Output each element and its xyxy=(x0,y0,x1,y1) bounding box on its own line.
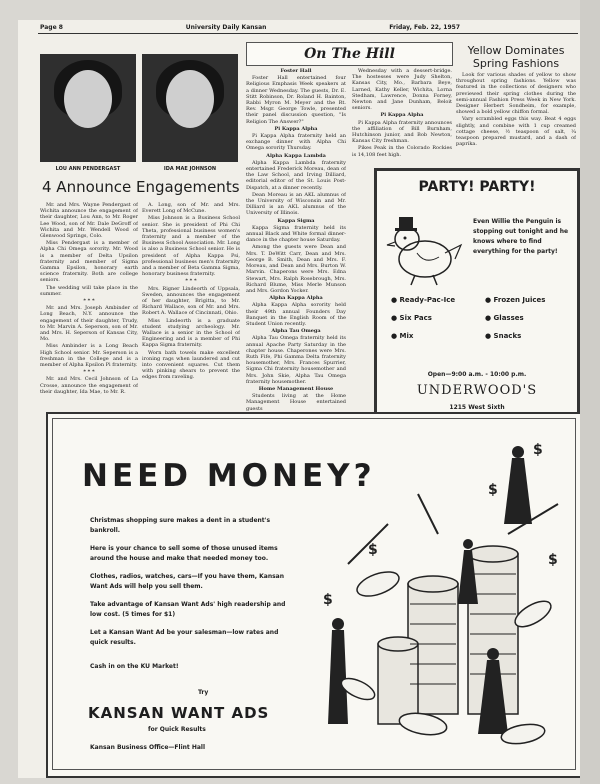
article-paragraph: Alpha Kappa Lambda fraternity entertained Frederick Moreau, dean of the Law School, and Irving Dilliard, editorial editor of the St. Louis Post-Dispatch, at a dinner recently. xyxy=(246,159,346,191)
newspaper-page xyxy=(18,20,580,778)
svg-text:$: $ xyxy=(533,442,543,458)
ad-line: Here is your chance to sell some of those unused items around the house and make that needed money too. xyxy=(90,545,278,562)
article-paragraph: Among the guests were Dean and Mrs. T. DeWitt Carr, Dean and Mrs. George B. Smith, Dean and Mrs. F. Moreau, and Dean and Mrs. Burton W. Marvin. Chaperons were Mrs. Edna Stewart, Mrs. Ralph Rosebrough, Mrs. Richard Blume, Miss Merle Munson and Mrs. Gordon Yocker. xyxy=(246,244,346,294)
item-six-pacs: ● Six Pacs xyxy=(391,314,432,322)
party-advertisement xyxy=(374,168,580,429)
store-address: 1215 West Sixth xyxy=(449,404,505,411)
article-paragraph: Miss Johnson is a Business School senior. She is president of Phi Chi Theta, professional business women's fraternity and a member of the Business School Association. Mr. Long is also a Business School senior. He is president of Alpha Kappa Psi, professional business men's fraternity and a member of Beta Gamma Sigma, honorary business fraternity. xyxy=(142,215,240,278)
item-mix: ● Mix xyxy=(391,332,414,340)
ad-line: Christmas shopping sure makes a dent in a student's bankroll. xyxy=(90,517,271,534)
headline-line-1: Yellow Dominates xyxy=(467,44,565,57)
svg-text:$: $ xyxy=(368,542,378,558)
article-paragraph: Miss Lindeorth is a graduate student studying archeology. Mr. Wallace is a senior in the School of Engineering and is a member of Phi Kappa Sigma fraternity. xyxy=(142,317,240,349)
article-paragraph: Vary scrambled eggs this way. Beat 4 eggs slightly, and combine with 1 cup creamed cottage cheese, ½ teaspoon of salt, ¼ teaspoon prepared mustard, and a dash of paprika. xyxy=(456,116,576,148)
article-paragraph: Mr. and Mrs. Cecil Johnson of La Crosse, announce the engagement of their daughter, Ida Mae, to Mr. R. xyxy=(40,376,138,395)
article-paragraph: Worn bath towels make excellent ironing rags when laundered and cut into convenient squares. Cut them with pinking shears to prevent the edges from raveling. xyxy=(142,349,240,381)
item-ready-pac-ice: ● Ready-Pac-Ice xyxy=(391,296,456,304)
article-paragraph: Pi Kappa Alpha fraternity held an exchange dinner with Alpha Chi Omega sorority Thursday. xyxy=(246,133,346,152)
store-name: UNDERWOOD'S xyxy=(416,383,538,398)
kansan-want-ads-brand: KANSAN WANT ADS xyxy=(88,704,270,722)
article-paragraph: Mrs. Rigner Lindeorth of Uppsala, Sweden, announces the engagement of her daughter, Brigitta, to Mr. Richard Wallace, son of Mr. and Mrs. Robert A. Wallace of Cincinnati, Ohio. xyxy=(142,285,240,317)
article-paragraph: Miss Pendergast is a member of Alpha Chi Omega sorority. Mr. Wood is a member of Delta Upsilon fraternity and member of Sigma Gamma Epsilon, honorary earth science fraternity. Both are college seniors. xyxy=(40,240,138,284)
article-paragraph: Pi Kappa Alpha fraternity announces the affiliation of Bill Burnham, Hutchinson junior, and Bob Newton, Kansas City freshman. xyxy=(352,119,452,145)
article-paragraph: Mr. and Mrs. Joseph Ambinder of Long Beach, N.Y. announce the engagement of their daughter, Trudy, to Mr. Marvin A. Seperson, son of Mr. and Mrs. H. Seperson of Kansas City, Mo. xyxy=(40,305,138,343)
section-subhead: Kappa Sigma xyxy=(277,217,315,224)
page-edge xyxy=(580,0,600,784)
need-money-headline: NEED MONEY? xyxy=(82,458,376,494)
article-paragraph: Dean Moreau is an AKL alumnus of the University of Wisconsin and Mr. Dilliard is an AKL alumnus of the University of Illinois. xyxy=(246,191,346,217)
item-snacks: ● Snacks xyxy=(485,332,522,340)
store-hours: Open—9:00 a.m. - 10:00 p.m. xyxy=(427,371,527,378)
separator: * * * xyxy=(83,369,95,376)
svg-text:$: $ xyxy=(548,552,558,568)
article-paragraph: Foster Hall entertained four Religious Emphasis Week speakers at a dinner Wednesday. The guests, Dr. E. Stitt Robinson, Dr. Roland H. Bainton, Rabbi Myron M. Meyer and the Rt. Rev. Msgr. George Towle, presented their panel discussion question, "Is Religion The Answer?" xyxy=(246,75,346,125)
on-the-hill-column-2 xyxy=(352,68,452,164)
coins-and-people-illustration xyxy=(318,434,568,759)
on-the-hill-title: On The Hill xyxy=(246,42,453,66)
article-paragraph: Look for various shades of yellow to show throughout spring fashions. Yellow was featured in the collections of designers who previewed their spring clothes during the semi-annual Fashion Press Week in New York. Designer Herbert Sondheim, for example, showed a bold yellow chiffon formal. xyxy=(456,72,576,116)
section-subhead: Home Management House xyxy=(258,385,334,392)
item-glasses: ● Glasses xyxy=(485,314,524,322)
penguin-illustration xyxy=(385,209,469,289)
article-paragraph: The wedding will take place in the summer. xyxy=(40,284,138,297)
article-paragraph: Wednesday with a dessert-bridge. The hostesses were Judy Shelton, Kansas City, Mo., Barbara Beye, Larned, Kathy Keller, Wichita, Lorna Stedham, Lawrence, Donna Forney, Newton and Jane Dunham, Beloit seniors. xyxy=(352,68,452,112)
on-the-hill-column-1 xyxy=(246,68,346,412)
photo-pendergast xyxy=(40,54,136,162)
article-paragraph: Alpha Tau Omega fraternity held its annual Apache Party Saturday in the chapter house. Chaperones were Mrs. Ruth Fife, Phi Gamma Delta fraternity housemother, Mrs. Frances Spurrier, Sigma Chi fraternity housemother and Mrs. John Skie, Alpha Tau Omega fraternity housemother. xyxy=(246,335,346,385)
svg-text:$: $ xyxy=(323,592,333,608)
ad-line: Clothes, radios, watches, cars—If you have them, Kansan Want Ads will help you sell them. xyxy=(90,573,284,590)
section-subhead: Pi Kappa Alpha xyxy=(380,112,424,119)
ad-try: Try xyxy=(198,689,209,696)
business-office: Kansan Business Office—Flint Hall xyxy=(90,744,206,751)
item-frozen-juices: ● Frozen Juices xyxy=(485,296,546,304)
ad-line: Cash in on the KU Market! xyxy=(90,663,179,670)
caption-pendergast: LOU ANN PENDERGAST xyxy=(55,166,121,172)
article-paragraph: Mr. and Mrs. Wayne Pendergast of Wichita announce the engagement of their daughter, Lou Ann, to Mr. Roger Lee Wood, son of Mr. Dale DeGroff of Wichita and Mr. Wendell Wood of Glenwood Springs, Colo. xyxy=(40,202,138,240)
want-ads-advertisement xyxy=(46,412,580,778)
caption-johnson: IDA MAE JOHNSON xyxy=(163,166,217,172)
article-paragraph: Pikes Peak in the Colorado Rockies is 14,108 feet high. xyxy=(352,145,452,158)
svg-text:$: $ xyxy=(488,482,498,498)
article-paragraph: Miss Ambinder is a Long Beach High School senior. Mr. Seperson is a freshman in the College and is a member of Alpha Epsilon Pi fraternity. xyxy=(40,343,138,369)
yellow-fashion-headline xyxy=(454,44,578,70)
masthead xyxy=(40,24,460,31)
engagements-column-2 xyxy=(142,202,240,412)
separator: * * * xyxy=(83,298,95,305)
ad-tagline: for Quick Results xyxy=(148,726,206,733)
article-paragraph: A. Long, son of Mr. and Mrs. Everett Long of McCune. xyxy=(142,202,240,215)
section-subhead: Alpha Tau Omega xyxy=(271,328,321,335)
page-number: Page 8 xyxy=(40,24,63,31)
section-subhead: Alpha Kappa Lambda xyxy=(266,152,326,159)
party-title: PARTY! PARTY! xyxy=(418,179,536,195)
paper-name: University Daily Kansan xyxy=(185,24,267,31)
article-paragraph: Kappa Sigma fraternity held its annual Black and White formal dinner-dance in the chapter house Saturday. xyxy=(246,224,346,244)
section-subhead: Foster Hall xyxy=(280,68,312,74)
photo-johnson xyxy=(142,54,238,162)
headline-line-2: Spring Fashions xyxy=(472,57,560,70)
section-subhead: Alpha Kappa Alpha xyxy=(269,295,323,302)
ad-line: Take advantage of Kansan Want Ads' high readership and low cost. (5 times for $1) xyxy=(90,601,286,618)
masthead-rule xyxy=(38,33,578,34)
article-paragraph: Alpha Kappa Alpha sorority held their 49th annual Founders Day Banquet in the English Room of the Student Union recently. xyxy=(246,302,346,327)
engagements-headline: 4 Announce Engagements xyxy=(42,178,240,196)
engagements-column-1 xyxy=(40,202,138,412)
penguin-text: Even Willie the Penguin is stopping out tonight and he knows where to find everything for the party! xyxy=(473,218,569,255)
ad-line: Let a Kansan Want Ad be your salesman—low rates and quick results. xyxy=(90,629,279,646)
yellow-fashion-article xyxy=(456,72,576,164)
issue-date: Friday, Feb. 22, 1957 xyxy=(389,24,460,31)
article-paragraph: Students living at the Home Management House entertained guests xyxy=(246,393,346,412)
separator: * * * xyxy=(185,278,197,285)
section-subhead: Pi Kappa Alpha xyxy=(274,125,318,132)
